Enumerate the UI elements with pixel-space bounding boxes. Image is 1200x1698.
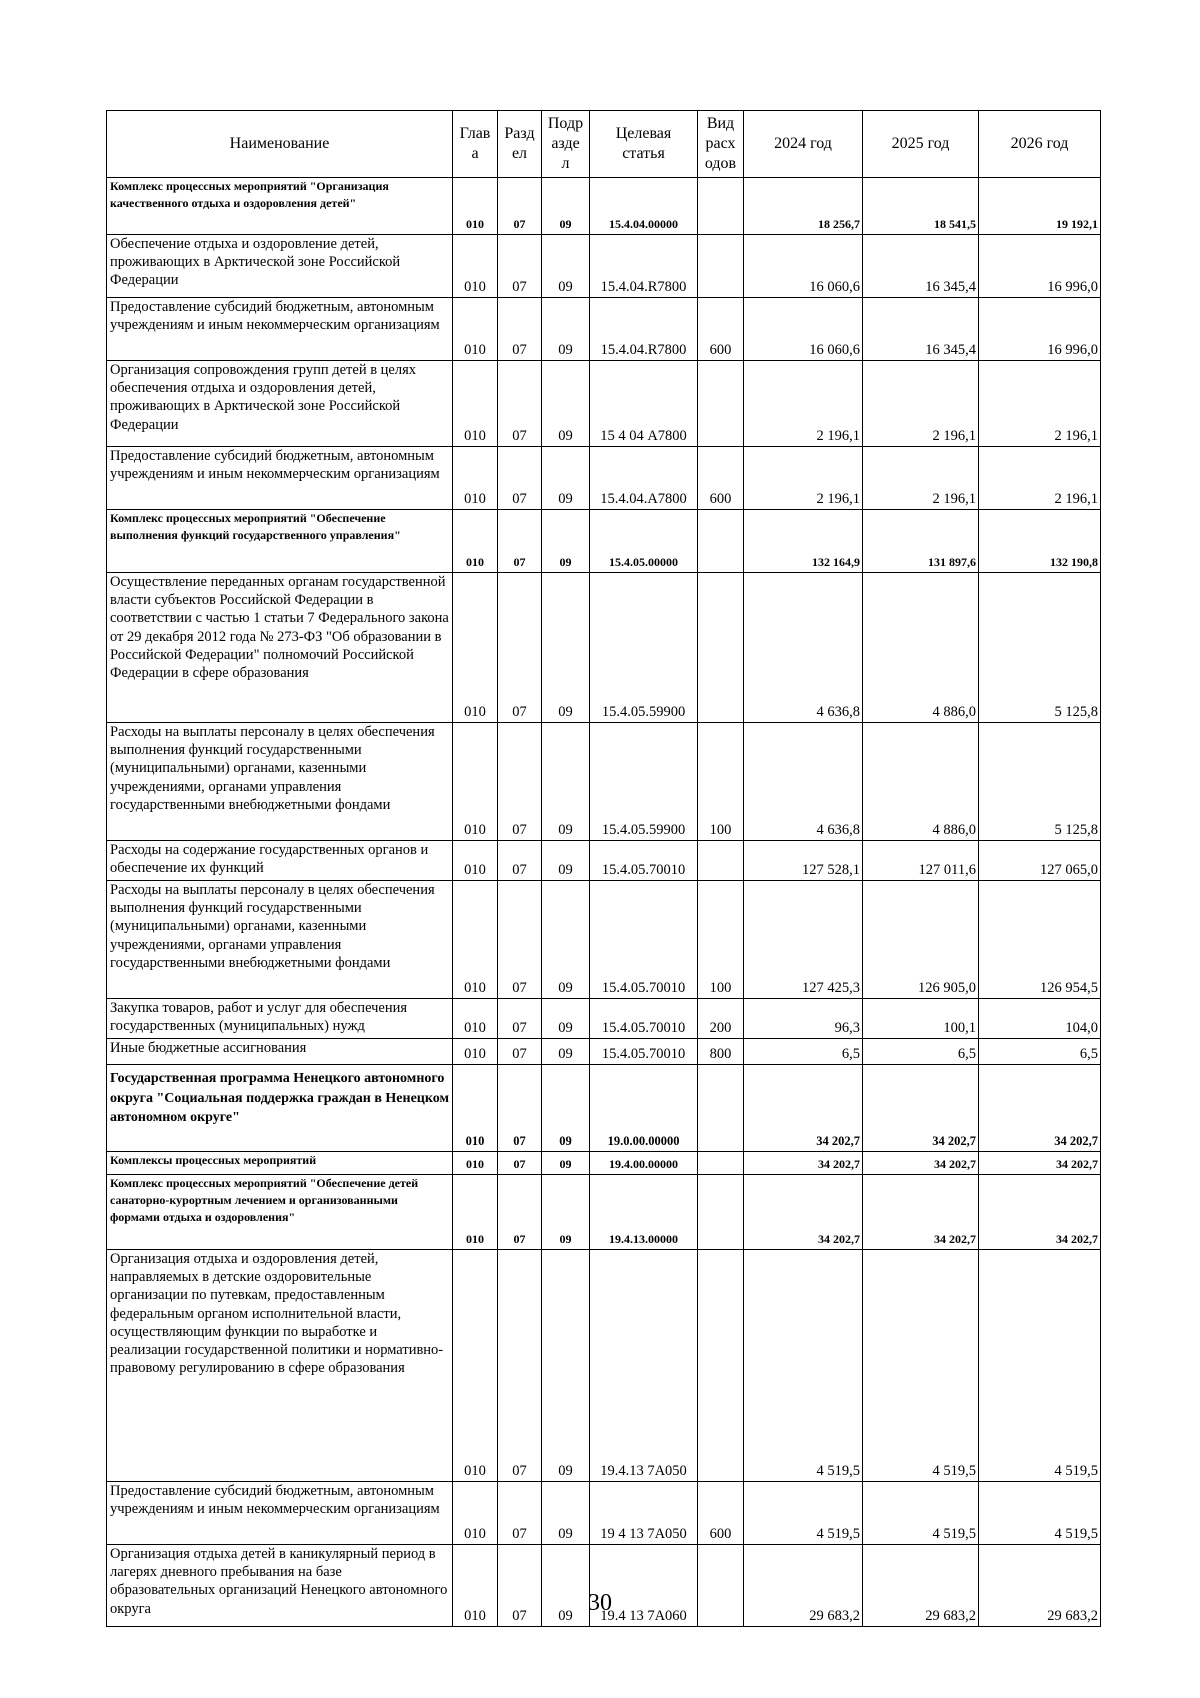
cell-y2025: 4 519,5 [863, 1250, 979, 1482]
cell-name: Организация отдыха и оздоровления детей, направляемых в детские оздоровительные организации по путевкам, предоставленным федеральным органом исполнительной власти, осуществляющим функции по выработке и реализации государственной политики и нормативно-правовому регулированию в сфере образования [107, 1250, 453, 1482]
table-row [107, 510, 1101, 573]
cell-y2024: 4 636,8 [744, 573, 863, 723]
cell-y2025: 4 886,0 [863, 723, 979, 841]
table-row [107, 573, 1101, 723]
cell-razdel: 07 [498, 447, 542, 510]
cell-y2025: 16 345,4 [863, 235, 979, 298]
table-row [107, 235, 1101, 298]
cell-celevaya: 19.4.00.00000 [590, 1152, 698, 1175]
cell-celevaya: 15.4.05.70010 [590, 1039, 698, 1065]
header-name: Наименование [107, 111, 453, 178]
cell-name: Комплекс процессных мероприятий "Обеспечение детей санаторно-курортным лечением и организованными формами отдыха и оздоровления" [107, 1175, 453, 1250]
cell-vid [698, 1152, 744, 1175]
cell-y2026: 16 996,0 [979, 298, 1101, 361]
cell-vid: 800 [698, 1039, 744, 1065]
cell-name: Расходы на выплаты персоналу в целях обеспечения выполнения функций государственными (муниципальными) органами, казенными учреждениями, органами управления государственными внебюджетными фондами [107, 723, 453, 841]
table-row [107, 447, 1101, 510]
cell-name: Закупка товаров, работ и услуг для обеспечения государственных (муниципальных) нужд [107, 999, 453, 1039]
cell-y2024: 4 519,5 [744, 1250, 863, 1482]
cell-vid [698, 235, 744, 298]
cell-name: Расходы на содержание государственных органов и обеспечение их функций [107, 841, 453, 881]
cell-name: Предоставление субсидий бюджетным, автономным учреждениям и иным некоммерческим организациям [107, 298, 453, 361]
cell-y2025: 131 897,6 [863, 510, 979, 573]
budget-table [106, 110, 1101, 1627]
cell-podrazdel: 09 [542, 573, 590, 723]
cell-y2024: 16 060,6 [744, 298, 863, 361]
cell-y2024: 4 519,5 [744, 1482, 863, 1545]
cell-y2025: 2 196,1 [863, 447, 979, 510]
cell-glava: 010 [453, 1175, 498, 1250]
cell-y2026: 19 192,1 [979, 178, 1101, 235]
cell-glava: 010 [453, 881, 498, 999]
cell-y2024: 34 202,7 [744, 1065, 863, 1152]
header-celevaya: Целевая статья [590, 111, 698, 178]
table-row [107, 1039, 1101, 1065]
cell-vid: 600 [698, 298, 744, 361]
header-row [107, 111, 1101, 178]
cell-y2024: 34 202,7 [744, 1175, 863, 1250]
cell-razdel: 07 [498, 1065, 542, 1152]
cell-y2026: 2 196,1 [979, 361, 1101, 447]
cell-podrazdel: 09 [542, 361, 590, 447]
cell-y2026: 34 202,7 [979, 1065, 1101, 1152]
table-row [107, 1065, 1101, 1152]
cell-name: Осуществление переданных органам государственной власти субъектов Российской Федерации в соответствии с частью 1 статьи 7 Федерального закона от 29 декабря 2012 года № 273-ФЗ "Об образовании в Российской Федерации" полномочий Российской Федерации в сфере образования [107, 573, 453, 723]
table-row [107, 1175, 1101, 1250]
cell-razdel: 07 [498, 361, 542, 447]
cell-glava: 010 [453, 510, 498, 573]
cell-vid: 100 [698, 881, 744, 999]
cell-vid [698, 178, 744, 235]
cell-podrazdel: 09 [542, 235, 590, 298]
cell-razdel: 07 [498, 1152, 542, 1175]
cell-celevaya: 15 4 04 А7800 [590, 361, 698, 447]
cell-celevaya: 15.4.04.00000 [590, 178, 698, 235]
table-row [107, 881, 1101, 999]
cell-name: Предоставление субсидий бюджетным, автономным учреждениям и иным некоммерческим организациям [107, 1482, 453, 1545]
cell-podrazdel: 09 [542, 1065, 590, 1152]
cell-celevaya: 19.4.13 7А050 [590, 1250, 698, 1482]
cell-name: Обеспечение отдыха и оздоровление детей, проживающих в Арктической зоне Российской Федерации [107, 235, 453, 298]
cell-podrazdel: 09 [542, 510, 590, 573]
cell-name: Организация отдыха детей в каникулярный период в лагерях дневного пребывания на базе образовательных организаций Ненецкого автономного округа [107, 1545, 453, 1627]
cell-vid [698, 841, 744, 881]
cell-razdel: 07 [498, 881, 542, 999]
cell-vid [698, 573, 744, 723]
cell-glava: 010 [453, 723, 498, 841]
cell-glava: 010 [453, 1250, 498, 1482]
cell-y2024: 34 202,7 [744, 1152, 863, 1175]
cell-podrazdel: 09 [542, 298, 590, 361]
cell-celevaya: 15.4.04.А7800 [590, 447, 698, 510]
cell-razdel: 07 [498, 298, 542, 361]
cell-vid [698, 1250, 744, 1482]
cell-name: Расходы на выплаты персоналу в целях обеспечения выполнения функций государственными (муниципальными) органами, казенными учреждениями, органами управления государственными внебюджетными фондами [107, 881, 453, 999]
cell-celevaya: 15.4.05.70010 [590, 841, 698, 881]
cell-celevaya: 19.0.00.00000 [590, 1065, 698, 1152]
cell-y2025: 126 905,0 [863, 881, 979, 999]
cell-name: Комплекс процессных мероприятий "Обеспечение выполнения функций государственного управления" [107, 510, 453, 573]
cell-glava: 010 [453, 999, 498, 1039]
page-number: 30 [588, 1590, 612, 1616]
cell-razdel: 07 [498, 1545, 542, 1627]
cell-y2026: 104,0 [979, 999, 1101, 1039]
cell-glava: 010 [453, 573, 498, 723]
cell-y2025: 6,5 [863, 1039, 979, 1065]
cell-razdel: 07 [498, 235, 542, 298]
cell-y2025: 16 345,4 [863, 298, 979, 361]
cell-y2026: 127 065,0 [979, 841, 1101, 881]
table-row [107, 999, 1101, 1039]
cell-y2025: 29 683,2 [863, 1545, 979, 1627]
table-row [107, 723, 1101, 841]
cell-y2026: 132 190,8 [979, 510, 1101, 573]
cell-name: Комплексы процессных мероприятий [107, 1152, 453, 1175]
cell-celevaya: 19.4 13 7А060 [590, 1545, 698, 1627]
cell-glava: 010 [453, 1065, 498, 1152]
table-body [107, 178, 1101, 1627]
table-row [107, 841, 1101, 881]
cell-y2025: 2 196,1 [863, 361, 979, 447]
cell-razdel: 07 [498, 999, 542, 1039]
cell-podrazdel: 09 [542, 1039, 590, 1065]
cell-y2025: 127 011,6 [863, 841, 979, 881]
cell-y2026: 5 125,8 [979, 573, 1101, 723]
cell-glava: 010 [453, 298, 498, 361]
cell-y2024: 6,5 [744, 1039, 863, 1065]
cell-podrazdel: 09 [542, 841, 590, 881]
cell-glava: 010 [453, 178, 498, 235]
cell-y2024: 16 060,6 [744, 235, 863, 298]
cell-celevaya: 15.4.05.70010 [590, 999, 698, 1039]
cell-y2025: 34 202,7 [863, 1175, 979, 1250]
table-row [107, 298, 1101, 361]
cell-y2026: 2 196,1 [979, 447, 1101, 510]
header-glava: Глав а [453, 111, 498, 178]
cell-name: Организация сопровождения групп детей в целях обеспечения отдыха и оздоровления детей, проживающих в Арктической зоне Российской Федерации [107, 361, 453, 447]
header-podrazdel: Подр азде л [542, 111, 590, 178]
cell-celevaya: 15.4.05.70010 [590, 881, 698, 999]
cell-razdel: 07 [498, 1250, 542, 1482]
cell-y2025: 4 886,0 [863, 573, 979, 723]
cell-vid: 600 [698, 447, 744, 510]
cell-podrazdel: 09 [542, 723, 590, 841]
table-row [107, 178, 1101, 235]
cell-glava: 010 [453, 361, 498, 447]
cell-y2026: 5 125,8 [979, 723, 1101, 841]
cell-podrazdel: 09 [542, 447, 590, 510]
cell-celevaya: 19.4.13.00000 [590, 1175, 698, 1250]
cell-celevaya: 15.4.04.R7800 [590, 235, 698, 298]
cell-vid [698, 1175, 744, 1250]
cell-podrazdel: 09 [542, 1152, 590, 1175]
header-2024: 2024 год [744, 111, 863, 178]
cell-y2025: 34 202,7 [863, 1065, 979, 1152]
cell-celevaya: 15.4.04.R7800 [590, 298, 698, 361]
cell-y2024: 127 528,1 [744, 841, 863, 881]
cell-y2024: 127 425,3 [744, 881, 863, 999]
header-razdel: Разд ел [498, 111, 542, 178]
cell-celevaya: 19 4 13 7А050 [590, 1482, 698, 1545]
cell-podrazdel: 09 [542, 999, 590, 1039]
cell-glava: 010 [453, 841, 498, 881]
cell-y2024: 4 636,8 [744, 723, 863, 841]
cell-glava: 010 [453, 1545, 498, 1627]
cell-celevaya: 15.4.05.00000 [590, 510, 698, 573]
cell-podrazdel: 09 [542, 178, 590, 235]
cell-razdel: 07 [498, 1482, 542, 1545]
cell-vid: 100 [698, 723, 744, 841]
cell-name: Предоставление субсидий бюджетным, автономным учреждениям и иным некоммерческим организациям [107, 447, 453, 510]
cell-name: Государственная программа Ненецкого автономного округа "Социальная поддержка граждан в Ненецком автономном округе" [107, 1065, 453, 1152]
cell-glava: 010 [453, 1482, 498, 1545]
cell-celevaya: 15.4.05.59900 [590, 573, 698, 723]
cell-y2026: 4 519,5 [979, 1250, 1101, 1482]
cell-podrazdel: 09 [542, 1545, 590, 1627]
cell-name: Комплекс процессных мероприятий "Организация качественного отдыха и оздоровления детей" [107, 178, 453, 235]
table-row [107, 1152, 1101, 1175]
cell-y2025: 18 541,5 [863, 178, 979, 235]
cell-razdel: 07 [498, 841, 542, 881]
cell-razdel: 07 [498, 510, 542, 573]
header-2026: 2026 год [979, 111, 1101, 178]
cell-vid [698, 510, 744, 573]
cell-y2026: 126 954,5 [979, 881, 1101, 999]
cell-vid: 600 [698, 1482, 744, 1545]
table-row [107, 361, 1101, 447]
cell-razdel: 07 [498, 723, 542, 841]
table-row [107, 1482, 1101, 1545]
cell-glava: 010 [453, 235, 498, 298]
header-2025: 2025 год [863, 111, 979, 178]
cell-y2024: 96,3 [744, 999, 863, 1039]
cell-glava: 010 [453, 447, 498, 510]
header-vid: Вид расх одов [698, 111, 744, 178]
cell-glava: 010 [453, 1039, 498, 1065]
cell-y2025: 34 202,7 [863, 1152, 979, 1175]
cell-y2024: 2 196,1 [744, 361, 863, 447]
cell-y2025: 100,1 [863, 999, 979, 1039]
cell-y2024: 18 256,7 [744, 178, 863, 235]
cell-vid [698, 361, 744, 447]
cell-vid: 200 [698, 999, 744, 1039]
cell-y2026: 34 202,7 [979, 1175, 1101, 1250]
cell-y2026: 16 996,0 [979, 235, 1101, 298]
cell-podrazdel: 09 [542, 1175, 590, 1250]
cell-celevaya: 15.4.05.59900 [590, 723, 698, 841]
cell-y2026: 29 683,2 [979, 1545, 1101, 1627]
cell-name: Иные бюджетные ассигнования [107, 1039, 453, 1065]
cell-y2024: 2 196,1 [744, 447, 863, 510]
cell-razdel: 07 [498, 178, 542, 235]
cell-y2025: 4 519,5 [863, 1482, 979, 1545]
cell-podrazdel: 09 [542, 881, 590, 999]
cell-y2026: 4 519,5 [979, 1482, 1101, 1545]
cell-y2026: 6,5 [979, 1039, 1101, 1065]
cell-razdel: 07 [498, 1175, 542, 1250]
cell-vid [698, 1065, 744, 1152]
cell-y2024: 132 164,9 [744, 510, 863, 573]
table-row [107, 1250, 1101, 1482]
cell-podrazdel: 09 [542, 1482, 590, 1545]
cell-razdel: 07 [498, 573, 542, 723]
cell-podrazdel: 09 [542, 1250, 590, 1482]
cell-y2026: 34 202,7 [979, 1152, 1101, 1175]
cell-razdel: 07 [498, 1039, 542, 1065]
cell-glava: 010 [453, 1152, 498, 1175]
cell-y2024: 29 683,2 [744, 1545, 863, 1627]
